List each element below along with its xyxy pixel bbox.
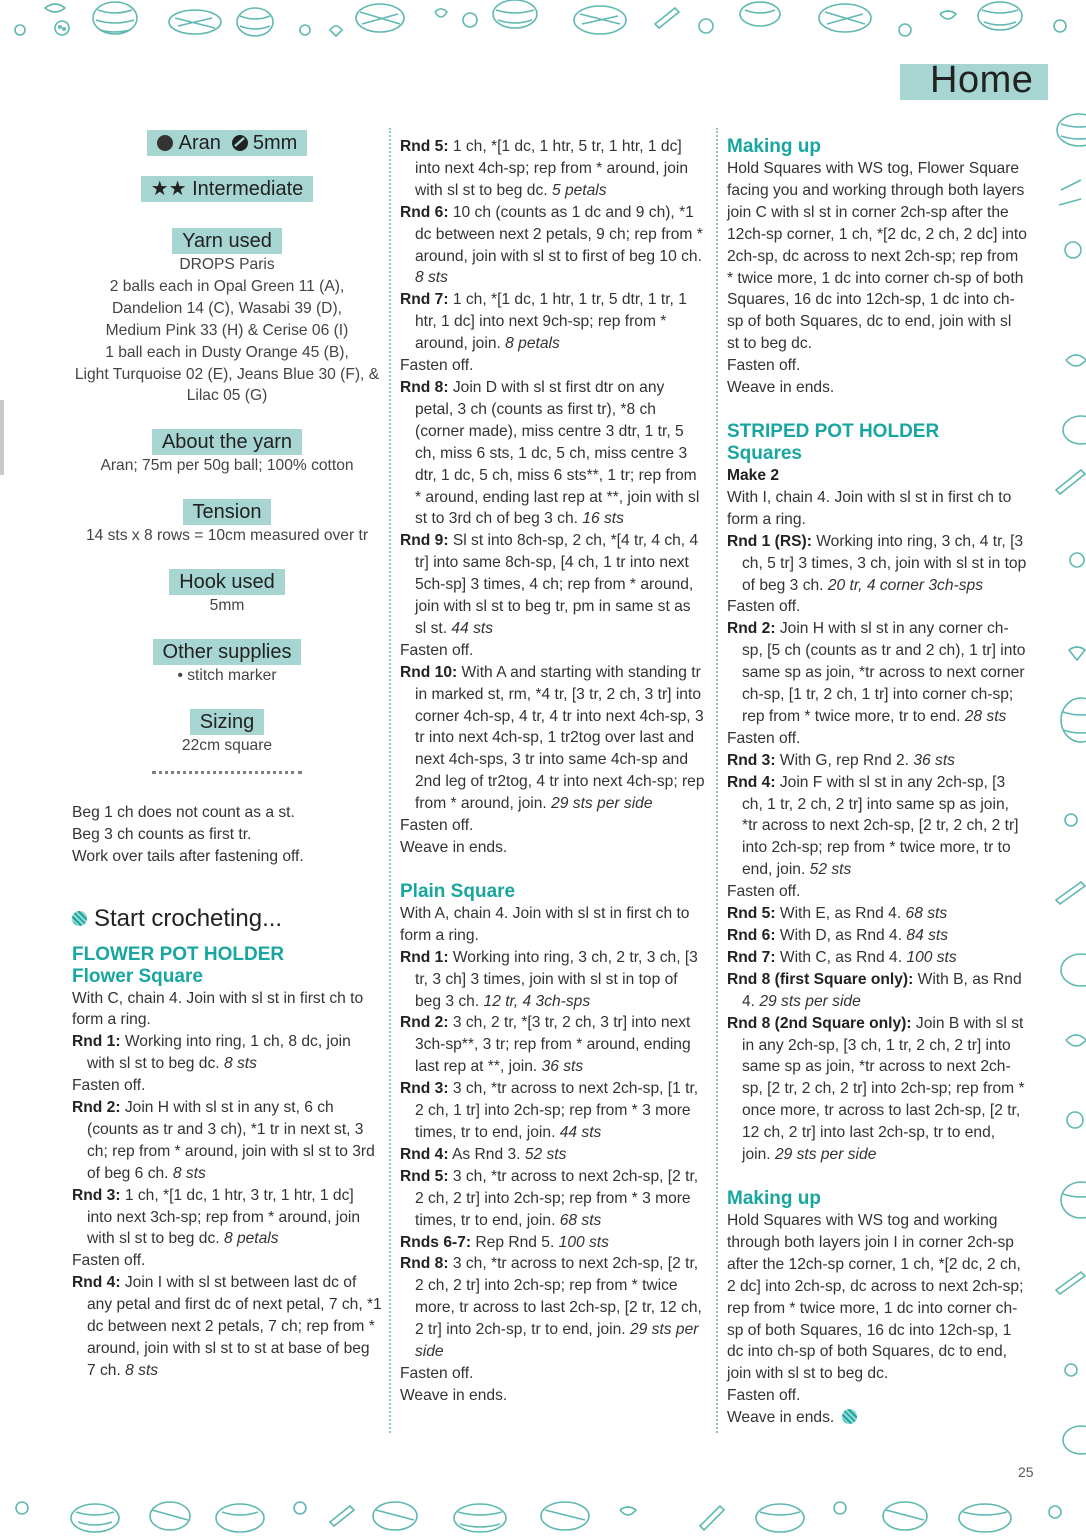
yarn-weight-hook-box xyxy=(147,130,308,156)
yarn-used-line: Lilac 05 (G) xyxy=(186,387,268,405)
pattern-heading: FLOWER POT HOLDER xyxy=(72,943,285,965)
round-line: Rnd 8: 3 ch, *tr across to next 2ch-sp, [2 tr, 2 ch, 2 tr] into 2ch-sp; rep from * twice more, tr across to last 2ch-sp, [2 tr, 12 ch, 2 tr] into 2ch-sp, tr to end, join. 29 sts per side xyxy=(400,1255,702,1361)
round-line: Rnd 7: 1 ch, *[1 dc, 1 htr, 1 tr, 5 dtr, 1 tr, 1 htr, 1 dc] into next 9ch-sp; rep from * around, join. 8 petals xyxy=(400,291,687,353)
column-1 xyxy=(72,130,382,1382)
fasten-off: Fasten off. xyxy=(727,1387,801,1405)
weave-in-end: Weave in ends. xyxy=(727,1407,1027,1429)
section-title: Home xyxy=(930,59,1034,101)
round-line: Rnd 5: With E, as Rnd 4. 68 sts xyxy=(727,905,948,923)
round-line: Rnd 1: Working into ring, 1 ch, 8 dc, join with sl st to beg dc. 8 sts xyxy=(72,1033,351,1073)
difficulty-label: Intermediate xyxy=(192,178,304,200)
yarn-used-label: Yarn used xyxy=(172,228,282,254)
yarn-used-line: Light Turquoise 02 (E), Jeans Blue 30 (F), & xyxy=(74,365,380,383)
round-line: Rnd 3: 3 ch, *tr across to next 2ch-sp, [1 tr, 2 ch, 1 tr] into 2ch-sp; rep from * 3 more times, tr to end, join. 44 sts xyxy=(400,1080,699,1141)
note-line: Work over tails after fastening off. xyxy=(72,847,304,865)
intro-text: With C, chain 4. Join with sl st in first ch to form a ring. xyxy=(72,989,364,1029)
intro-text: With I, chain 4. Join with sl st in first ch to form a ring. xyxy=(727,488,1012,528)
about-yarn-label: About the yarn xyxy=(152,429,302,455)
pattern-subheading: Squares xyxy=(727,442,802,464)
note-line: Beg 3 ch counts as first tr. xyxy=(72,825,252,843)
hook-size: 5mm xyxy=(252,132,298,154)
pattern-subheading: Flower Square xyxy=(72,965,203,987)
making-up-heading: Making up xyxy=(727,136,821,157)
column-3 xyxy=(727,136,1027,1429)
weave-in: Weave in ends. xyxy=(400,839,508,856)
yarn-used-line: Dandelion 14 (C), Wasabi 39 (D), xyxy=(112,299,342,317)
difficulty-box xyxy=(141,176,314,202)
fasten-off: Fasten off. xyxy=(72,1252,146,1270)
fasten-off: Fasten off. xyxy=(727,729,801,747)
about-yarn-text: Aran; 75m per 50g ball; 100% cotton xyxy=(100,457,354,475)
start-heading-text: Start crocheting... xyxy=(94,904,283,932)
round-line: Rnd 5: 1 ch, *[1 dc, 1 htr, 5 tr, 1 htr, 1 dc] into next 4ch-sp; rep from * around, join with sl st to beg dc. 5 petals xyxy=(400,138,689,199)
intro-text: With A, chain 4. Join with sl st in first ch to form a ring. xyxy=(400,904,690,944)
other-supplies-text: • stitch marker xyxy=(177,667,277,685)
start-heading xyxy=(72,904,382,932)
column-2 xyxy=(400,136,706,1407)
column-separator xyxy=(716,128,718,1433)
fasten-off: Fasten off. xyxy=(400,1364,474,1382)
round-line: Rnd 3: With G, rep Rnd 2. 36 sts xyxy=(727,751,955,769)
round-line: Rnds 6-7: Rep Rnd 5. 100 sts xyxy=(400,1233,609,1251)
yarn-used-line: 1 ball each in Dusty Orange 45 (B), xyxy=(105,343,349,361)
yarn-ball-icon xyxy=(72,911,87,926)
crochet-hook-icon xyxy=(231,134,249,152)
round-line: Rnd 6: With D, as Rnd 4. 84 sts xyxy=(727,927,949,944)
round-line: Rnd 2: 3 ch, 2 tr, *[3 tr, 2 ch, 3 tr] into next 3ch-sp**, 3 tr; rep from * around, ending last rep at **, join. 36 sts xyxy=(400,1014,691,1076)
page-number: 25 xyxy=(1018,1464,1034,1480)
yarn-used-line: Medium Pink 33 (H) & Cerise 06 (I) xyxy=(105,321,349,339)
column-separator xyxy=(389,128,391,1433)
tension-text: 14 sts x 8 rows = 10cm measured over tr xyxy=(85,527,369,545)
hook-used-label: Hook used xyxy=(169,569,285,595)
pattern-heading: STRIPED POT HOLDER xyxy=(727,420,940,442)
yarn-used-line: 2 balls each in Opal Green 11 (A), xyxy=(109,277,345,295)
weave-in: Weave in ends. xyxy=(727,379,835,397)
sizing-label: Sizing xyxy=(190,709,264,735)
round-line: Rnd 9: Sl st into 8ch-sp, 2 ch, *[4 tr, 4 ch, 4 tr] into same 8ch-sp, [4 ch, 1 tr into next 5ch-sp] 3 times, 4 ch; rep from * around, join with sl st to beg tr, pm in same st as sl st. 44 sts xyxy=(400,532,699,637)
other-supplies-label: Other supplies xyxy=(153,639,302,665)
note-line: Beg 1 ch does not count as a st. xyxy=(72,803,295,821)
fasten-off: Fasten off. xyxy=(400,817,474,835)
page-edge-mark xyxy=(0,400,4,475)
yarn-weight: Aran xyxy=(178,132,221,154)
dotted-divider xyxy=(152,771,302,774)
plain-square-heading: Plain Square xyxy=(400,880,516,902)
sizing-text: 22cm square xyxy=(181,736,273,754)
notes xyxy=(72,802,382,868)
yarn-used-line: DROPS Paris xyxy=(179,256,275,273)
fasten-off: Fasten off. xyxy=(72,1077,146,1095)
yarn-ball-icon xyxy=(157,135,173,151)
round-line: Rnd 8: Join D with sl st first dtr on any petal, 3 ch (counts as first tr), *8 ch (corner made), miss centre 3 dtr, 1 tr, 5 ch, miss 6 sts, 1 dc, 5 ch, miss centre 3 dtr, 1 dc, 5 ch, miss 6 sts**, 1 tr; rep from * around, ending last rep at **, join with sl st to 3rd ch of beg 3 ch. 16 sts xyxy=(400,378,700,528)
round-line: Rnd 4: Join F with sl st in any 2ch-sp, [3 ch, 1 tr, 2 ch, 2 tr] into same sp as join, *tr across to next 2ch-sp, [2 tr, 2 ch, 2 tr] into 2ch-sp; rep from * twice more, tr to end, join. 52 sts xyxy=(727,773,1019,879)
hook-used-text: 5mm xyxy=(209,597,245,615)
round-line: Rnd 8 (first Square only): With B, as Rnd 4. 29 sts per side xyxy=(727,970,1022,1010)
difficulty-stars: ★★ xyxy=(150,178,187,200)
round-line: Rnd 4: As Rnd 3. 52 sts xyxy=(400,1145,567,1163)
tension-label: Tension xyxy=(183,499,272,525)
yarn-ball-icon xyxy=(842,1409,857,1424)
weave-in: Weave in ends. xyxy=(400,1386,508,1404)
fasten-off: Fasten off. xyxy=(727,357,801,375)
yarn-pattern-border-bottom xyxy=(0,1496,1086,1536)
round-line: Rnd 5: 3 ch, *tr across to next 2ch-sp, [2 tr, 2 ch, 2 tr] into 2ch-sp; rep from * 3 more times, tr to end, join. 68 sts xyxy=(400,1167,699,1229)
round-line: Rnd 1: Working into ring, 3 ch, 2 tr, 3 ch, [3 tr, 3 ch] 3 times, join with sl st in top of beg 3 ch. 12 tr, 4 3ch-sps xyxy=(400,948,698,1010)
round-line: Rnd 7: With C, as Rnd 4. 100 sts xyxy=(727,948,957,966)
yarn-pattern-border-top xyxy=(0,0,1086,40)
round-line: Rnd 3: 1 ch, *[1 dc, 1 htr, 3 tr, 1 htr, 1 dc] into next 3ch-sp; rep from * around, join with sl st to beg dc. 8 petals xyxy=(72,1186,361,1248)
making-up-text: Hold Squares with WS tog and working through both layers join I in corner 2ch-sp after the 12ch-sp corner, 1 ch, *[2 dc, 2 ch, 2 dc] into 2ch-sp, dc across to next 2ch-sp; rep from * twice more, 1 dc into corner ch-sp of both Squares, 16 dc into 12ch-sp, 1 dc into ch-sp of both Squares, dc to end, join with sl st to beg dc. xyxy=(727,1211,1024,1383)
fasten-off: Fasten off. xyxy=(727,883,801,901)
round-line: Rnd 10: With A and starting with standing tr in marked st, rm, *4 tr, [3 tr, 2 ch, 3 tr] into corner 4ch-sp, 4 tr, 4 tr into next 4ch-sp, 3 tr into next 4ch-sp, 1 tr2tog over last and next 4ch-sps, 3 tr into same 4ch-sp and 2nd leg of tr2tog, 4 tr into next 4ch-sp; rep from * around, join. 29 sts per side xyxy=(400,663,705,813)
fasten-off: Fasten off. xyxy=(727,598,801,616)
round-line: Rnd 2: Join H with sl st in any st, 6 ch (counts as tr and 3 ch), *1 tr in next st, 3 ch; rep from * around, join with sl st to 3rd of beg 6 ch. 8 sts xyxy=(72,1099,375,1182)
yarn-pattern-border-right xyxy=(1041,40,1086,1496)
fasten-off: Fasten off. xyxy=(400,357,474,375)
making-up-heading: Making up xyxy=(727,1187,821,1209)
fasten-off: Fasten off. xyxy=(400,641,474,659)
round-line: Rnd 4: Join I with sl st between last dc of any petal and first dc of next petal, 7 ch, *1 dc between next 2 petals, 7 ch; rep from * around, join with sl st to st at base of beg 7 ch. 8 sts xyxy=(72,1274,382,1379)
round-line: Rnd 6: 10 ch (counts as 1 dc and 9 ch), *1 dc between next 2 petals, 9 ch; rep from * around, join with sl st to first of beg 10 ch. 8 sts xyxy=(400,203,703,287)
make-count: Make 2 xyxy=(727,466,780,484)
round-line: Rnd 8 (2nd Square only): Join B with sl st in any 2ch-sp, [3 ch, 1 tr, 2 ch, 2 tr] into same sp as join, *tr across to next 2ch-sp, [2 tr, 2 ch, 2 tr] into 2ch-sp; rep from * once more, tr across to last 2ch-sp, [2 tr, 12 ch, 2 tr] into last 2ch-sp, tr to end, join. 29 sts per side xyxy=(727,1014,1025,1164)
round-line: Rnd 2: Join H with sl st in any corner ch-sp, [5 ch (counts as tr and 2 ch), 1 tr] into same sp as join, *tr across to next corner ch-sp, [1 tr, 2 ch, 1 tr] into corner ch-sp; rep from * twice more, tr to end. 28 sts xyxy=(727,620,1026,725)
yarn-used-list xyxy=(72,254,382,407)
making-up-text: Hold Squares with WS tog, Flower Square facing you and working through both layers join C with sl st in corner 2ch-sp after the 12ch-sp corner, 1 ch, *[2 dc, 2 ch, 2 dc] into 2ch-sp, dc across to next 2ch-sp; rep from * twice more, 1 dc into corner ch-sp of both Squares, 16 dc into 12ch-sp, 1 dc into ch-sp of both Squares, dc to end, join with sl st to beg dc. xyxy=(727,160,1027,353)
round-line: Rnd 1 (RS): Working into ring, 3 ch, 4 tr, [3 ch, 5 tr] 3 times, 3 ch, join with sl st in top of beg 3 ch. 20 tr, 4 corner 3ch-sps xyxy=(727,532,1027,594)
